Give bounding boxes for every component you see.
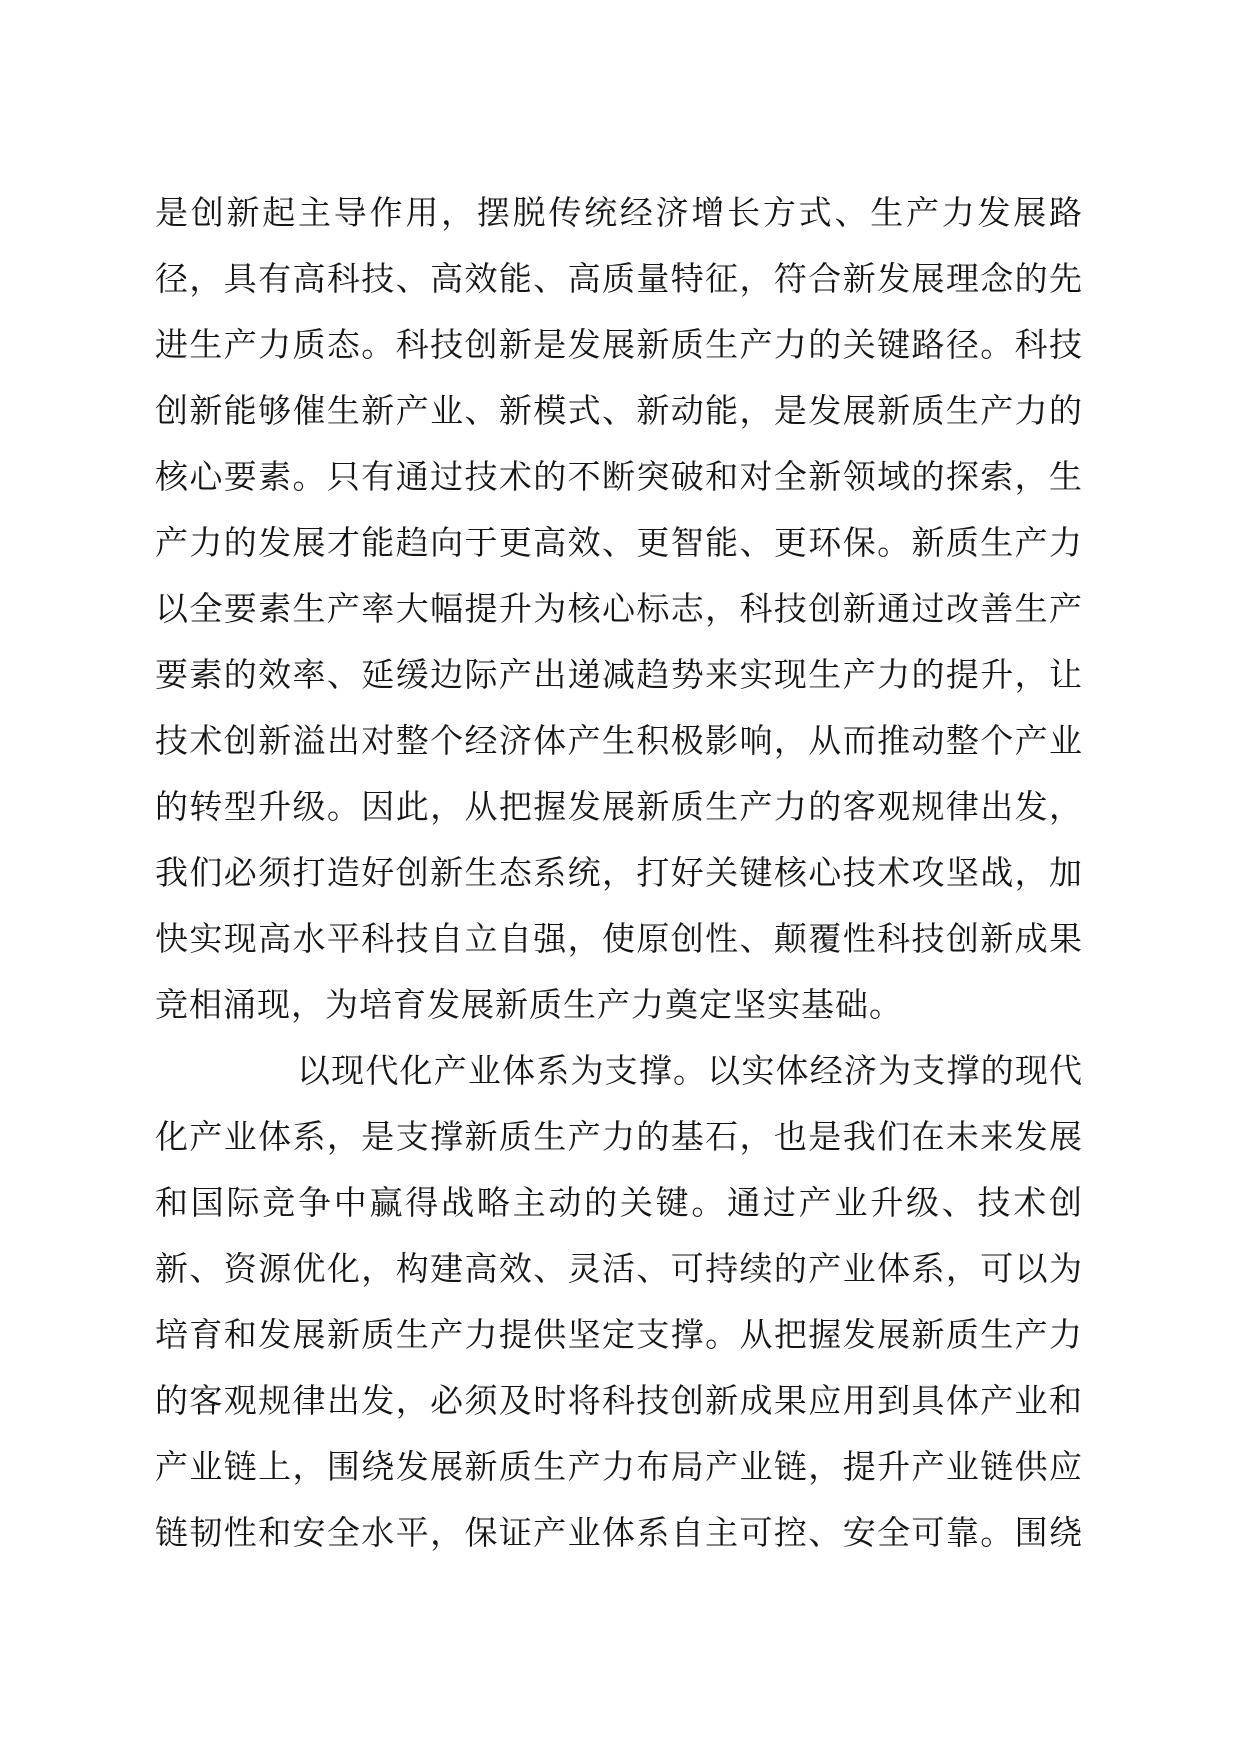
text-line: 创新能够催生新产业、新模式、新动能，是发展新质生产力的 bbox=[155, 391, 1083, 430]
text-line: 我们必须打造好创新生态系统，打好关键核心技术攻坚战，加 bbox=[155, 853, 1083, 892]
text-line: 进生产力质态。科技创新是发展新质生产力的关键路径。科技 bbox=[155, 325, 1083, 364]
paragraph-1 bbox=[155, 180, 1083, 1038]
text-line: 的转型升级。因此，从把握发展新质生产力的客观规律出发， bbox=[155, 787, 1083, 826]
text-line: 产力的发展才能趋向于更高效、更智能、更环保。新质生产力 bbox=[155, 523, 1083, 562]
text-line: 以全要素生产率大幅提升为核心标志，科技创新通过改善生产 bbox=[155, 589, 1083, 628]
text-line: 核心要素。只有通过技术的不断突破和对全新领域的探索，生 bbox=[155, 457, 1083, 496]
text-line: 新、资源优化，构建高效、灵活、可持续的产业体系，可以为 bbox=[155, 1249, 1083, 1288]
text-line: 快实现高水平科技自立自强，使原创性、颠覆性科技创新成果 bbox=[155, 919, 1083, 958]
text-line: 和国际竞争中赢得战略主动的关键。通过产业升级、技术创 bbox=[155, 1183, 1083, 1222]
text-line: 径，具有高科技、高效能、高质量特征，符合新发展理念的先 bbox=[155, 259, 1083, 298]
text-line: 化产业体系，是支撑新质生产力的基石，也是我们在未来发展 bbox=[155, 1117, 1083, 1156]
text-line: 以现代化产业体系为支撑。以实体经济为支撑的现代 bbox=[297, 1051, 1083, 1090]
text-line: 的客观规律出发，必须及时将科技创新成果应用到具体产业和 bbox=[155, 1381, 1083, 1420]
body-text bbox=[155, 180, 1083, 1566]
text-line: 要素的效率、延缓边际产出递减趋势来实现生产力的提升，让 bbox=[155, 655, 1083, 694]
text-line: 产业链上，围绕发展新质生产力布局产业链，提升产业链供应 bbox=[155, 1447, 1083, 1486]
text-line: 是创新起主导作用，摆脱传统经济增长方式、生产力发展路 bbox=[155, 193, 1083, 232]
paragraph-2 bbox=[155, 1038, 1083, 1566]
text-line: 竞相涌现，为培育发展新质生产力奠定坚实基础。 bbox=[155, 985, 903, 1024]
text-line: 培育和发展新质生产力提供坚定支撑。从把握发展新质生产力 bbox=[155, 1315, 1083, 1354]
text-line: 技术创新溢出对整个经济体产生积极影响，从而推动整个产业 bbox=[155, 721, 1083, 760]
text-line: 链韧性和安全水平，保证产业体系自主可控、安全可靠。围绕 bbox=[155, 1513, 1083, 1552]
